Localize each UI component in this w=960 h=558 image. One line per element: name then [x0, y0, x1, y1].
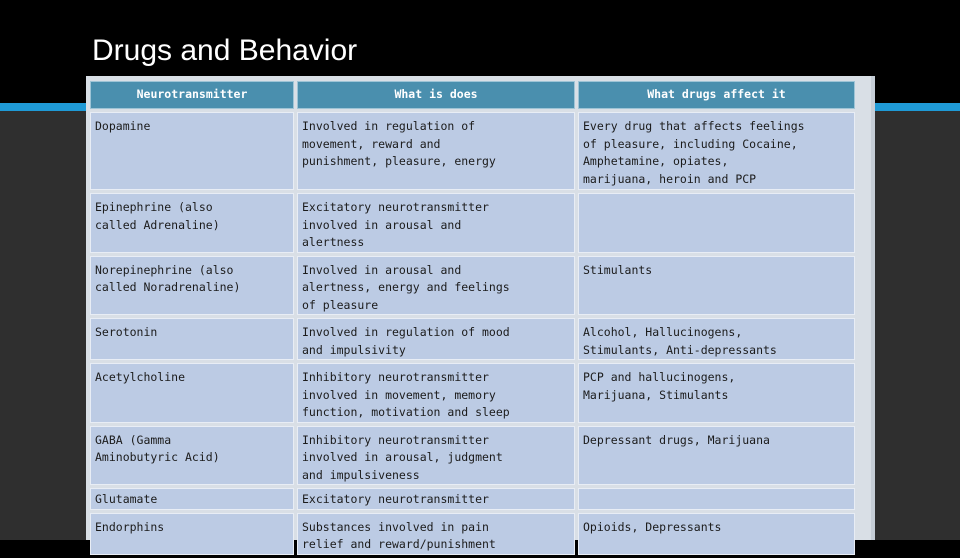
cell-drugs: Depressant drugs, Marijuana	[578, 426, 855, 486]
table-row	[90, 363, 855, 423]
cell-drugs: Stimulants	[578, 256, 855, 316]
table-row	[90, 112, 855, 190]
cell-drugs: Alcohol, Hallucinogens, Stimulants, Anti-depressants	[578, 318, 855, 360]
cell-function: Involved in arousal and alertness, energy and feelings of pleasure	[297, 256, 575, 316]
cell-drugs	[578, 488, 855, 510]
cell-drugs: Opioids, Depressants	[578, 513, 855, 555]
table-row	[90, 256, 855, 316]
cell-neurotransmitter: Acetylcholine	[90, 363, 294, 423]
header-what-it-does: What is does	[297, 81, 575, 109]
cell-function: Excitatory neurotransmitter	[297, 488, 575, 510]
table-header-row	[90, 81, 855, 109]
cell-function: Inhibitory neurotransmitter involved in movement, memory function, motivation and sleep	[297, 363, 575, 423]
cell-function: Inhibitory neurotransmitter involved in arousal, judgment and impulsiveness	[297, 426, 575, 486]
table-row	[90, 426, 855, 486]
table-row	[90, 488, 855, 510]
cell-drugs	[578, 193, 855, 253]
cell-neurotransmitter: Glutamate	[90, 488, 294, 510]
header-neurotransmitter: Neurotransmitter	[90, 81, 294, 109]
cell-function: Involved in regulation of mood and impulsivity	[297, 318, 575, 360]
neurotransmitter-table-image	[86, 76, 875, 551]
cell-neurotransmitter: Dopamine	[90, 112, 294, 190]
cell-neurotransmitter: Epinephrine (also called Adrenaline)	[90, 193, 294, 253]
cell-drugs: PCP and hallucinogens, Marijuana, Stimulants	[578, 363, 855, 423]
cell-drugs: Every drug that affects feelings of pleasure, including Cocaine, Amphetamine, opiates, marijuana, heroin and PCP	[578, 112, 855, 190]
slide-title: Drugs and Behavior	[92, 34, 358, 67]
image-edge-strip	[871, 76, 875, 540]
cell-function: Involved in regulation of movement, reward and punishment, pleasure, energy	[297, 112, 575, 190]
header-drugs-affecting: What drugs affect it	[578, 81, 855, 109]
cell-neurotransmitter: GABA (Gamma Aminobutyric Acid)	[90, 426, 294, 486]
neurotransmitter-table	[87, 78, 858, 558]
cell-neurotransmitter: Endorphins	[90, 513, 294, 555]
cell-neurotransmitter: Serotonin	[90, 318, 294, 360]
cell-neurotransmitter: Norepinephrine (also called Noradrenaline)	[90, 256, 294, 316]
table-row	[90, 318, 855, 360]
table-row	[90, 193, 855, 253]
cell-function: Substances involved in pain relief and reward/punishment	[297, 513, 575, 555]
table-row	[90, 513, 855, 555]
cell-function: Excitatory neurotransmitter involved in arousal and alertness	[297, 193, 575, 253]
